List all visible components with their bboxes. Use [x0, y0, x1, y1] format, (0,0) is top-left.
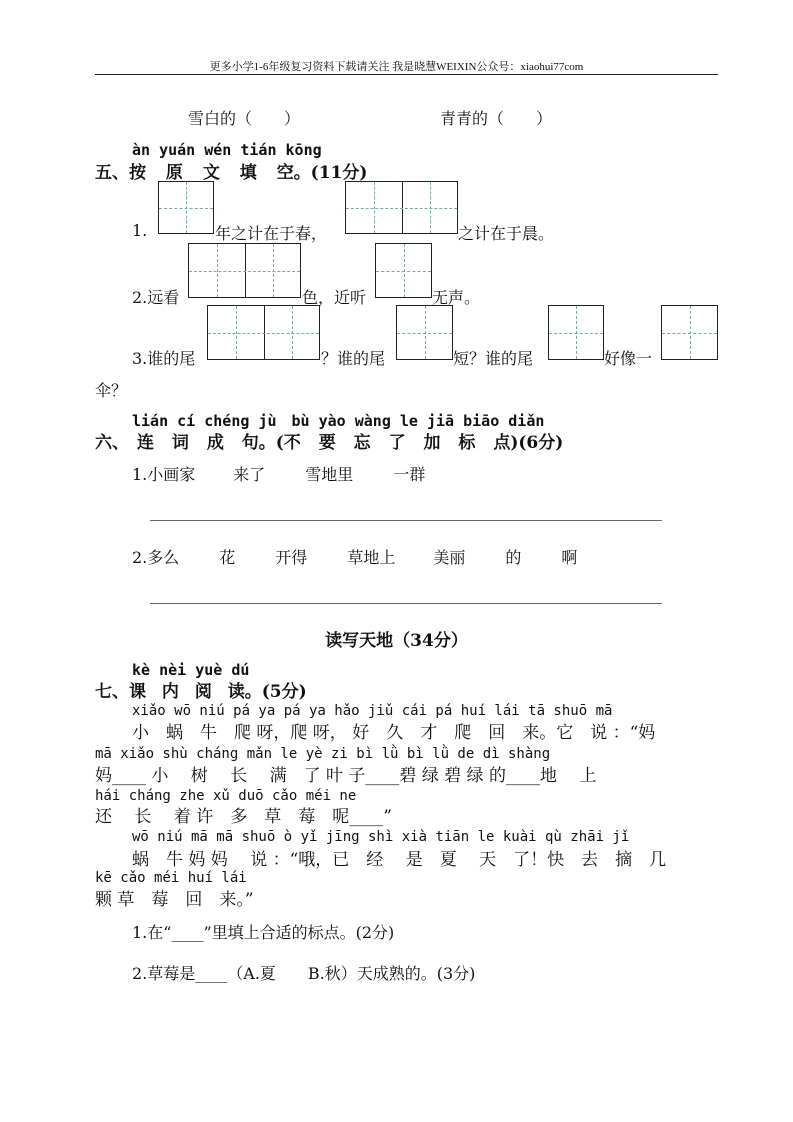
s7-q2: 2.草莓是____（A.夏 B.秋）天成熟的。(3分): [132, 964, 476, 983]
pinyin: yuè: [195, 661, 223, 679]
s5-q3-prefix: 3.谁的尾: [132, 349, 196, 368]
title-char: 读: [227, 682, 245, 702]
writing-grid-box[interactable]: [207, 305, 320, 360]
word: 雪地里: [305, 465, 354, 484]
word: 美丽: [433, 548, 466, 567]
title-char: 空: [276, 163, 294, 183]
title-char: 内: [161, 682, 179, 702]
pinyin: lián: [132, 412, 169, 430]
writing-grid-box[interactable]: [188, 243, 301, 298]
section7-title: [95, 677, 307, 702]
pinyin: tián: [240, 141, 277, 159]
title-prefix: 六、: [95, 433, 129, 453]
pinyin: nèi: [159, 661, 187, 679]
writing-grid-box[interactable]: [548, 305, 604, 360]
pinyin: bù: [291, 412, 310, 430]
s5-q2-text1: 色，近听: [302, 288, 367, 307]
title-suffix: 。(11分): [293, 163, 368, 183]
title-char: 阅: [194, 682, 212, 702]
question-num: 2.: [132, 548, 148, 567]
s5-q3-text1: ？谁的尾: [321, 349, 386, 368]
pinyin: dú: [231, 661, 250, 679]
passage-text: 颗 草 莓 回 来。”: [95, 890, 254, 910]
section5-pinyin: [132, 141, 322, 159]
title-char: 点: [493, 433, 511, 453]
writing-grid-box[interactable]: [396, 305, 453, 360]
section-heading: 读写天地（34分）: [325, 631, 468, 651]
writing-grid-box[interactable]: [345, 181, 458, 234]
pinyin: jù: [258, 412, 277, 430]
pinyin: le: [399, 412, 418, 430]
word: 一群: [393, 465, 426, 484]
word: 小画家: [147, 465, 196, 484]
title-char: 成: [206, 433, 224, 453]
pinyin: kè: [132, 661, 151, 679]
title-prefix: 七、: [95, 682, 129, 702]
title-char: 词: [171, 433, 189, 453]
word: 花: [219, 548, 236, 567]
s5-q2-text2: 无声。: [432, 288, 481, 307]
title-char: 课: [129, 682, 146, 702]
passage-pinyin: hái cháng zhe xǔ duō cǎo méi ne: [95, 788, 357, 804]
s5-q2-prefix: 2.远看: [132, 288, 180, 307]
s5-q3-text2: 短？谁的尾: [453, 349, 534, 368]
word: 啊: [561, 548, 578, 567]
title-char: 要: [318, 433, 336, 453]
pinyin: yào: [318, 412, 346, 430]
title-char: 了: [388, 433, 406, 453]
answer-line[interactable]: [150, 520, 662, 521]
passage-pinyin: kē cǎo méi huí lái: [95, 870, 247, 886]
pinyin: kōng: [285, 141, 322, 159]
pinyin: àn: [132, 141, 151, 159]
title-char: 标: [458, 433, 476, 453]
section6-title: [95, 428, 563, 453]
s5-q1-num: 1.: [132, 221, 148, 240]
s7-q1: 1.在“____”里填上合适的标点。(2分): [132, 923, 395, 942]
pinyin: yuán: [159, 141, 196, 159]
s6-q1: [132, 462, 425, 485]
passage-pinyin: mā xiǎo shù cháng mǎn le yè zi bì lǜ bì lǜ de dì shàng: [95, 746, 551, 762]
title-char: 文: [202, 163, 220, 183]
title-char: )(6分): [510, 433, 564, 453]
answer-line[interactable]: [150, 603, 662, 604]
passage-text: 小 蜗 牛 爬 呀，爬 呀， 好 久 才 爬 回 来。它 说 ：“妈: [132, 723, 656, 743]
writing-grid-box[interactable]: [661, 305, 718, 360]
pinyin: jiā: [427, 412, 455, 430]
s6-q2: [132, 545, 577, 568]
word: 开得: [275, 548, 308, 567]
title-char: 按: [129, 163, 146, 183]
word: 多么: [147, 548, 180, 567]
title-char: 连: [137, 433, 154, 453]
s5-q1-text1: 年之计在于春，: [215, 224, 328, 243]
word: 的: [505, 548, 522, 567]
header-rule: [95, 74, 718, 75]
fill-pair-left: 雪白的（ ）: [188, 109, 301, 128]
title-char: 。(不: [258, 433, 301, 453]
pinyin: wàng: [354, 412, 391, 430]
section5-title: [95, 158, 367, 183]
passage-pinyin: xiǎo wō niú pá ya pá ya hǎo jiǔ cái pá huí lái tā shuō mā: [132, 703, 613, 719]
passage-text: 还 长 着 许 多 草 莓 呢____”: [95, 807, 392, 827]
writing-grid-box[interactable]: [158, 181, 214, 234]
fill-pair-right: 青青的（ ）: [440, 109, 553, 128]
page-header: 更多小学1-6年级复习资料下载请关注 我是晓慧WEIXIN公众号：xiaohui77com: [209, 61, 584, 73]
title-char: 填: [239, 163, 257, 183]
pinyin: biāo: [463, 412, 500, 430]
title-suffix: 。(5分): [244, 682, 307, 702]
title-char: 忘: [353, 433, 371, 453]
passage-text: 蜗 牛 妈 妈 说 ：“哦，已 经 是 夏 天 了！快 去 摘 几: [132, 850, 667, 870]
passage-text: 妈____ 小 树 长 满 了 叶 子____碧 绿 碧 绿 的____地 上: [95, 766, 597, 786]
question-num: 1.: [132, 465, 148, 484]
pinyin: cí: [177, 412, 196, 430]
writing-grid-box[interactable]: [375, 243, 432, 298]
s5-q3-wrap: 伞？: [95, 381, 128, 400]
title-char: 加: [423, 433, 441, 453]
pinyin: diǎn: [508, 412, 545, 430]
title-prefix: 五、: [95, 163, 129, 183]
pinyin: wén: [204, 141, 232, 159]
word: 来了: [233, 465, 266, 484]
title-char: 句: [241, 433, 259, 453]
passage-pinyin: wō niú mā mā shuō ò yǐ jīng shì xià tiān le kuài qù zhāi jǐ: [132, 829, 630, 845]
pinyin: chéng: [204, 412, 250, 430]
title-char: 原: [165, 163, 183, 183]
s5-q3-text3: 好像一: [604, 349, 653, 368]
word: 草地上: [347, 548, 396, 567]
s5-q1-text2: 之计在于晨。: [458, 224, 555, 243]
